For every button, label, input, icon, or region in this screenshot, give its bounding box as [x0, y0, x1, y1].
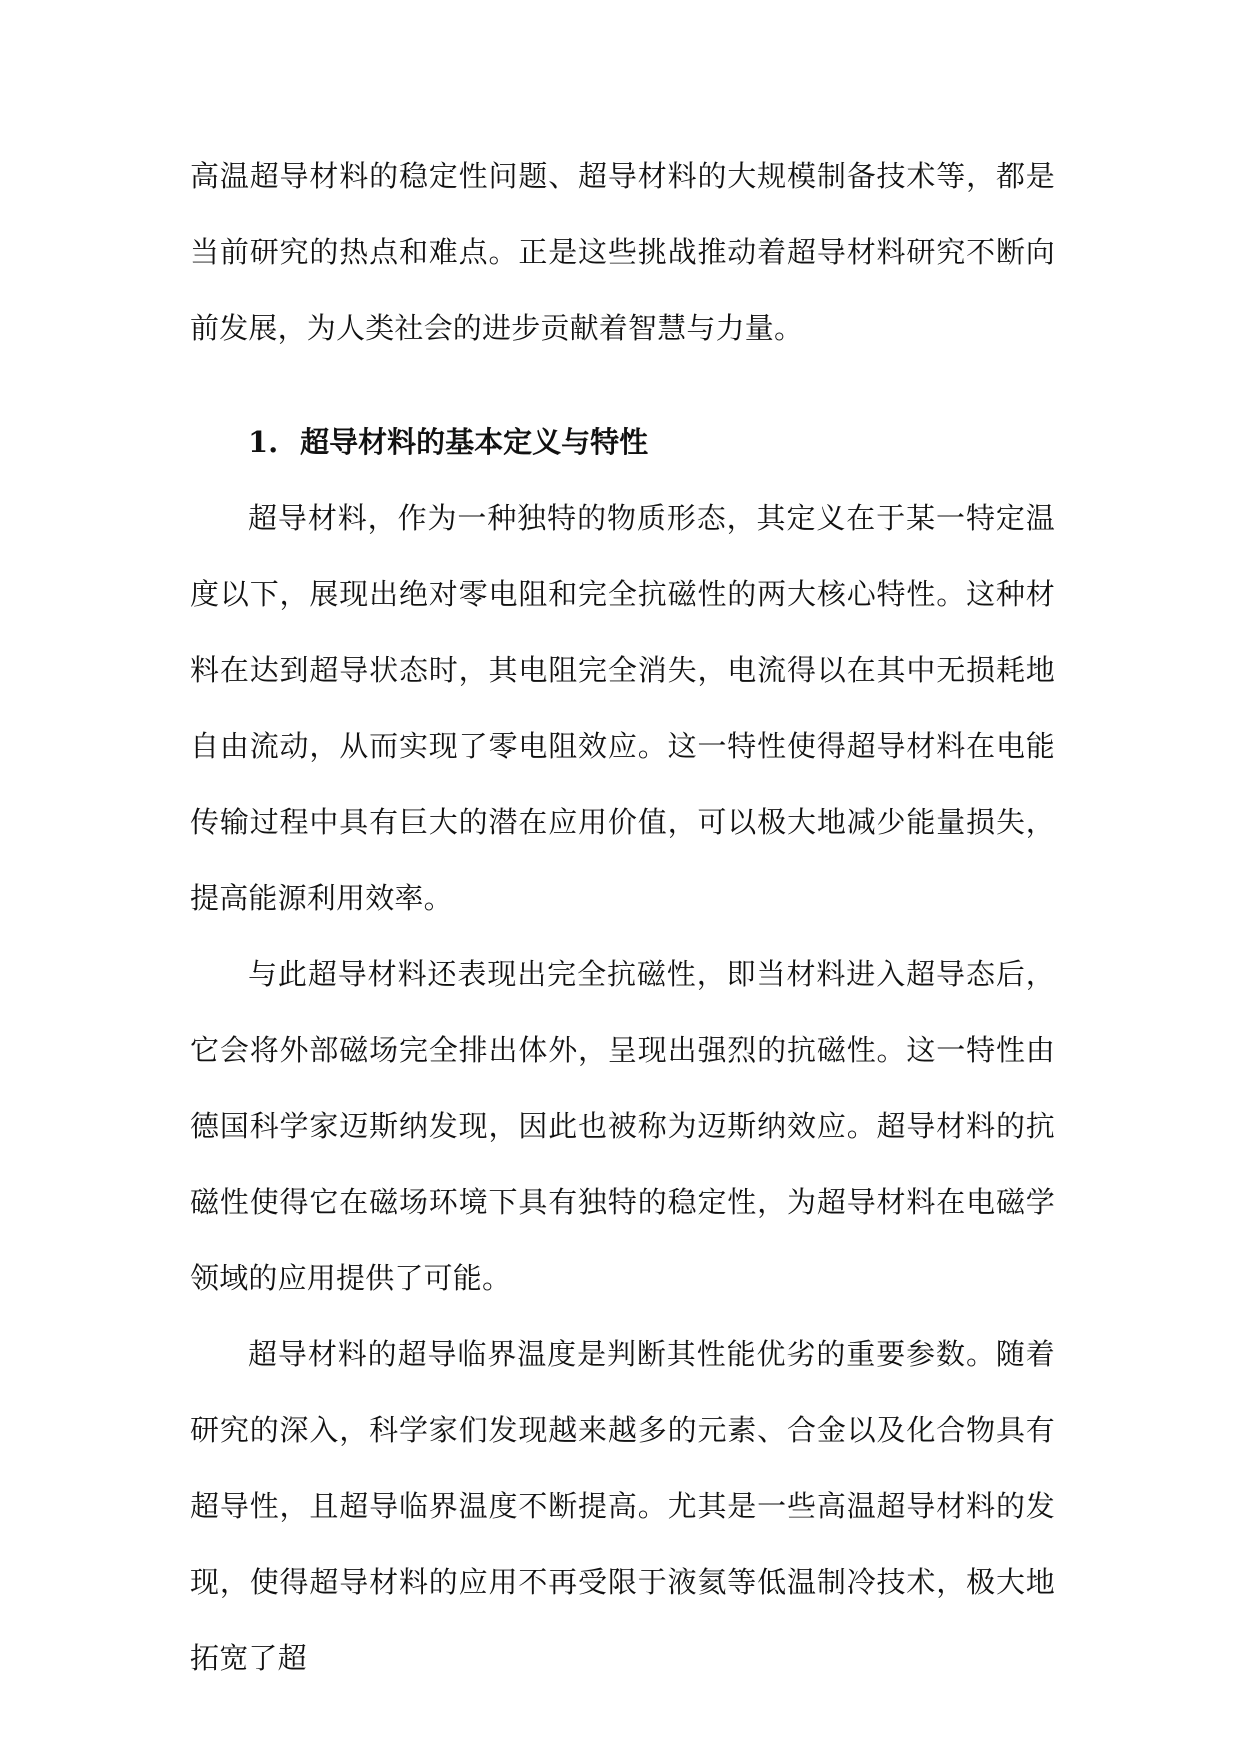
section-title: 超导材料的基本定义与特性	[300, 425, 649, 459]
paragraph-definition: 超导材料，作为一种独特的物质形态，其定义在于某一特定温度以下，展现出绝对零电阻和完全抗磁性的两大核心特性。这种材料在达到超导状态时，其电阻完全消失，电流得以在其中无损耗地自由流动，从而实现了零电阻效应。这一特性使得超导材料在电能传输过程中具有巨大的潜在应用价值，可以极大地减少能量损失，提高能源利用效率。	[190, 501, 1055, 915]
section-number: 1.	[248, 425, 279, 459]
paragraph-diamagnetism: 与此超导材料还表现出完全抗磁性，即当材料进入超导态后，它会将外部磁场完全排出体外，呈现出强烈的抗磁性。这一特性由德国科学家迈斯纳发现，因此也被称为迈斯纳效应。超导材料的抗磁性使得它在磁场环境下具有独特的稳定性，为超导材料在电磁学领域的应用提供了可能。	[190, 957, 1055, 1295]
document-body	[190, 138, 1055, 1696]
paragraph-continued: 高温超导材料的稳定性问题、超导材料的大规模制备技术等，都是当前研究的热点和难点。正是这些挑战推动着超导材料研究不断向前发展，为人类社会的进步贡献着智慧与力量。	[190, 159, 1055, 345]
heading-spacer	[190, 366, 1055, 404]
section-heading	[190, 404, 1055, 480]
paragraph-critical-temperature: 超导材料的超导临界温度是判断其性能优劣的重要参数。随着研究的深入，科学家们发现越来越多的元素、合金以及化合物具有超导性，且超导临界温度不断提高。尤其是一些高温超导材料的发现，使得超导材料的应用不再受限于液氦等低温制冷技术，极大地拓宽了超	[190, 1337, 1055, 1675]
